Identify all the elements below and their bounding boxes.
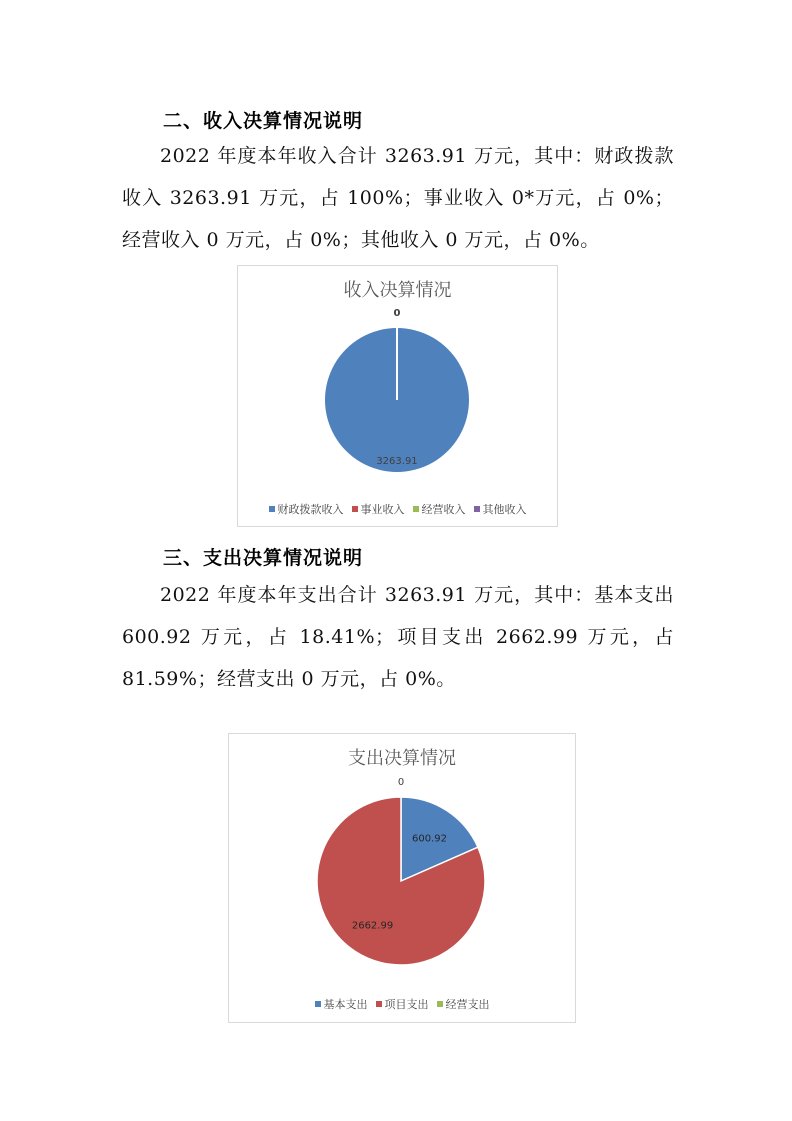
- section3-heading: 三、支出决算情况说明: [163, 547, 364, 569]
- expense-legend: [229, 996, 575, 1012]
- legend-item-project: [376, 996, 429, 1012]
- legend-swatch: [474, 506, 480, 512]
- data-label-project: 2662.99: [351, 920, 394, 932]
- expense-chart-title: 支出决算情况: [348, 748, 456, 769]
- legend-label: 基本支出: [323, 998, 368, 1011]
- section2-paragraph: 2022 年度本年收入合计 3263.91 万元，其中：财政拨款收入 3263.91 万元，占 100%；事业收入 0*万元，占 0%；经营收入 0 万元，占 0%；其他收入 0 万元，占 0%。: [122, 145, 674, 251]
- income-chart-title: 收入决算情况: [343, 280, 452, 301]
- income-pie-svg: [238, 266, 557, 526]
- legend-item-financial: [269, 501, 344, 517]
- income-legend: [238, 501, 557, 517]
- expense-chart: [228, 733, 576, 1023]
- legend-swatch: [376, 1001, 382, 1007]
- income-chart: [237, 265, 558, 527]
- data-label-zero: 0: [393, 308, 401, 319]
- legend-item-business: [352, 501, 405, 517]
- legend-label: 事业收入: [360, 503, 405, 516]
- legend-swatch: [437, 1001, 443, 1007]
- legend-swatch: [352, 506, 358, 512]
- legend-swatch: [413, 506, 419, 512]
- legend-label: 经营支出: [445, 998, 490, 1011]
- legend-label: 经营收入: [421, 503, 466, 516]
- legend-label: 项目支出: [384, 998, 429, 1011]
- legend-swatch: [315, 1001, 321, 1007]
- section2-heading: 二、收入决算情况说明: [163, 110, 364, 132]
- legend-item-basic: [315, 996, 368, 1012]
- legend-swatch: [269, 506, 275, 512]
- expense-pie-svg: [229, 734, 575, 1022]
- section3-paragraph: 2022 年度本年支出合计 3263.91 万元，其中：基本支出 600.92 万元，占 18.41%；项目支出 2662.99 万元，占 81.59%；经营支出 0 万元，占 0%。: [122, 584, 674, 690]
- data-label-basic: 600.92: [411, 833, 447, 845]
- legend-item-operating-exp: [437, 996, 490, 1012]
- data-label-operating: 0: [397, 777, 405, 788]
- legend-item-other: [474, 501, 527, 517]
- legend-item-operating: [413, 501, 466, 517]
- legend-label: 财政拨款收入: [277, 503, 344, 516]
- data-label-financial-allocation: 3263.91: [376, 456, 418, 467]
- legend-label: 其他收入: [482, 503, 527, 516]
